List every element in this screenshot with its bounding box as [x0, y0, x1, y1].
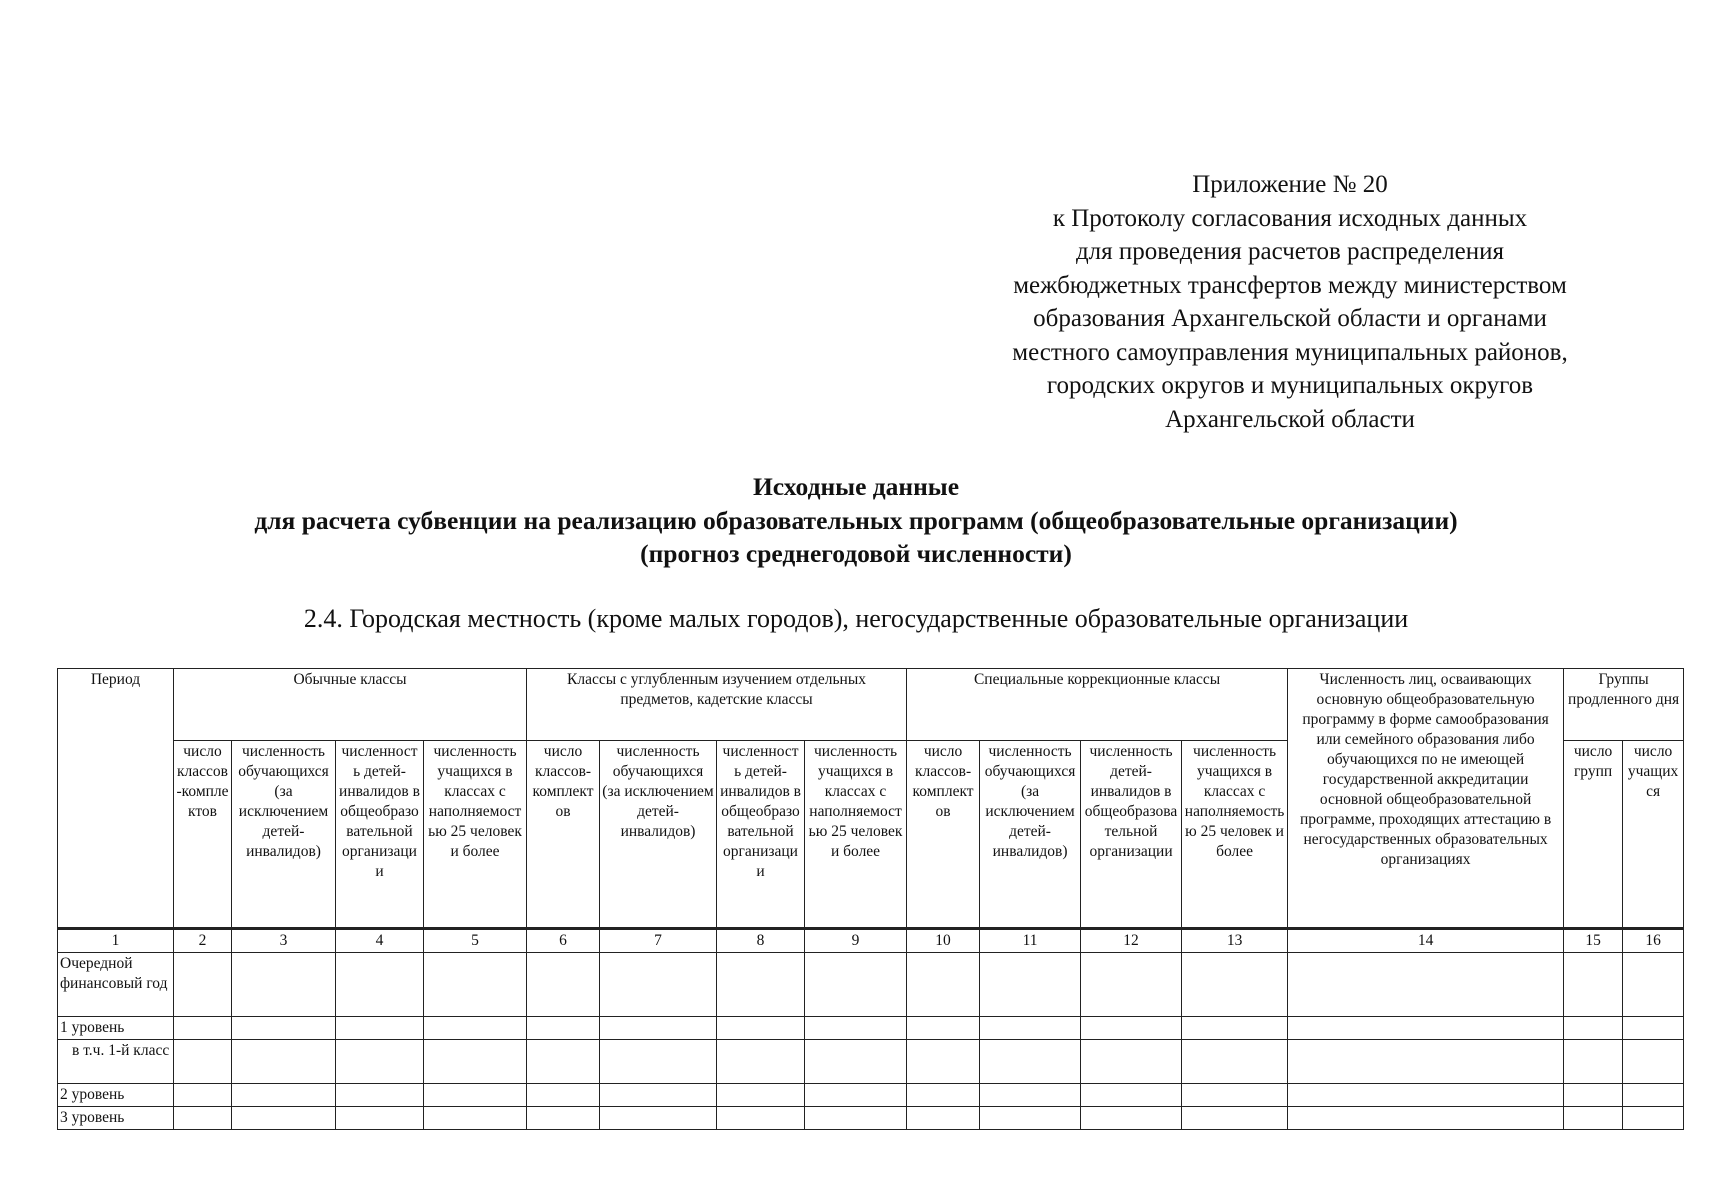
column-number: 14	[1288, 929, 1564, 953]
group-extended-day: Группы продленного дня	[1564, 669, 1684, 741]
data-cell	[980, 1040, 1081, 1084]
data-cell	[1623, 1107, 1684, 1130]
document-title	[0, 470, 1712, 571]
data-cell	[336, 1017, 424, 1040]
title-line-1: Исходные данные	[752, 472, 960, 501]
data-cell	[527, 953, 600, 1017]
data-cell	[980, 1017, 1081, 1040]
group-self-education: Численность лиц, осваивающих основную общеобразовательную программу в форме самообразования или семейного образования либо обучающихся по не имеющей государственной аккредитации основной общеобразовательной программе, проходящих аттестацию в негосударственных образовательных организациях	[1288, 669, 1564, 929]
column-number-row	[58, 929, 1684, 953]
data-cell	[1288, 953, 1564, 1017]
data-cell	[717, 1017, 805, 1040]
data-cell	[1182, 1107, 1288, 1130]
column-number: 16	[1623, 929, 1684, 953]
column-number: 7	[600, 929, 717, 953]
data-cell	[424, 1084, 527, 1107]
row-label: 1 уровень	[58, 1017, 174, 1040]
data-cell	[980, 1084, 1081, 1107]
subheader-cell: число классов-комплектов	[174, 741, 232, 929]
data-cell	[717, 1040, 805, 1084]
data-cell	[1564, 953, 1623, 1017]
data-cell	[527, 1017, 600, 1040]
data-cell	[174, 1017, 232, 1040]
data-cell	[1623, 1040, 1684, 1084]
data-cell	[907, 1107, 980, 1130]
data-cell	[1081, 1040, 1182, 1084]
data-cell	[336, 953, 424, 1017]
header-group-row	[58, 669, 1684, 741]
data-cell	[232, 1084, 336, 1107]
subheader-cell: численность обучающихся (за исключением детей-инвалидов)	[232, 741, 336, 929]
group-ordinary-classes: Обычные классы	[174, 669, 527, 741]
data-cell	[1288, 1017, 1564, 1040]
column-number: 4	[336, 929, 424, 953]
group-correctional-classes: Специальные коррекционные классы	[907, 669, 1288, 741]
column-number: 13	[1182, 929, 1288, 953]
data-cell	[1081, 1017, 1182, 1040]
appendix-line: городских округов и муниципальных округов	[1046, 372, 1534, 399]
subheader-cell: число групп	[1564, 741, 1623, 929]
data-cell	[1081, 1084, 1182, 1107]
data-cell	[527, 1084, 600, 1107]
title-line-2: для расчета субвенции на реализацию образовательных программ (общеобразовательные организации)	[254, 505, 1458, 535]
appendix-line: к Протоколу согласования исходных данных	[1052, 204, 1528, 232]
appendix-line: межбюджетных трансфертов между министерством	[1013, 271, 1567, 299]
data-cell	[424, 1040, 527, 1084]
data-cell	[1288, 1084, 1564, 1107]
data-cell	[1623, 953, 1684, 1017]
section-heading: 2.4. Городская местность (кроме малых городов), негосударственные образовательные организации	[303, 604, 1409, 633]
data-cell	[424, 1017, 527, 1040]
column-number: 5	[424, 929, 527, 953]
row-label: в т.ч. 1-й класс	[58, 1040, 174, 1084]
data-cell	[805, 953, 907, 1017]
data-cell	[600, 1017, 717, 1040]
data-cell	[600, 953, 717, 1017]
data-cell	[907, 1084, 980, 1107]
data-cell	[174, 1107, 232, 1130]
data-cell	[980, 1107, 1081, 1130]
data-cell	[907, 953, 980, 1017]
data-cell	[232, 1107, 336, 1130]
column-number: 1	[58, 929, 174, 953]
appendix-line: Архангельской области	[1165, 405, 1415, 433]
subheader-cell: число учащихся	[1623, 741, 1684, 929]
data-cell	[232, 1040, 336, 1084]
data-table	[57, 668, 1684, 1130]
data-cell	[1182, 1017, 1288, 1040]
data-cell	[1081, 1107, 1182, 1130]
appendix-line: Приложение № 20	[1192, 171, 1388, 198]
data-cell	[1182, 1040, 1288, 1084]
data-cell	[1182, 953, 1288, 1017]
data-cell	[805, 1107, 907, 1130]
period-header: Период	[58, 669, 174, 929]
data-cell	[1081, 953, 1182, 1017]
table-row	[58, 1040, 1684, 1084]
data-cell	[907, 1040, 980, 1084]
data-cell	[174, 1084, 232, 1107]
row-label: Очередной финансовый год	[58, 953, 174, 1017]
data-cell	[232, 953, 336, 1017]
data-cell	[907, 1017, 980, 1040]
data-cell	[805, 1017, 907, 1040]
appendix-block	[940, 168, 1640, 436]
data-cell	[1564, 1040, 1623, 1084]
column-number: 2	[174, 929, 232, 953]
table-row	[58, 1017, 1684, 1040]
data-cell	[232, 1017, 336, 1040]
appendix-line: образования Архангельской области и органами	[1033, 305, 1547, 332]
data-cell	[717, 953, 805, 1017]
column-number: 9	[805, 929, 907, 953]
subheader-cell: численность обучающихся (за исключением детей-инвалидов)	[980, 741, 1081, 929]
data-cell	[1623, 1084, 1684, 1107]
data-cell	[424, 1107, 527, 1130]
data-cell	[600, 1084, 717, 1107]
subheader-cell: численность детей-инвалидов в общеобразовательной организации	[1081, 741, 1182, 929]
table-row	[58, 953, 1684, 1017]
row-label: 2 уровень	[58, 1084, 174, 1107]
data-cell	[717, 1084, 805, 1107]
data-cell	[600, 1107, 717, 1130]
subheader-cell: численность учащихся в классах с наполняемостью 25 человек и более	[1182, 741, 1288, 929]
data-cell	[1623, 1017, 1684, 1040]
column-number: 10	[907, 929, 980, 953]
data-cell	[1564, 1084, 1623, 1107]
data-cell	[424, 953, 527, 1017]
data-cell	[1288, 1107, 1564, 1130]
subheader-cell: численность учащихся в классах с наполняемостью 25 человек и более	[424, 741, 527, 929]
data-cell	[527, 1040, 600, 1084]
row-label: 3 уровень	[58, 1107, 174, 1130]
subheader-cell: численность детей-инвалидов в общеобразовательной организации	[717, 741, 805, 929]
column-number: 15	[1564, 929, 1623, 953]
data-cell	[1288, 1040, 1564, 1084]
data-cell	[336, 1040, 424, 1084]
data-cell	[336, 1107, 424, 1130]
data-cell	[1182, 1084, 1288, 1107]
data-cell	[980, 953, 1081, 1017]
column-number: 6	[527, 929, 600, 953]
appendix-line: местного самоуправления муниципальных районов,	[1012, 338, 1568, 366]
appendix-line: для проведения расчетов распределения	[1075, 238, 1505, 265]
subheader-cell: число классов-комплектов	[527, 741, 600, 929]
data-cell	[717, 1107, 805, 1130]
title-line-3: (прогноз среднегодовой численности)	[640, 539, 1072, 568]
data-cell	[527, 1107, 600, 1130]
data-cell	[600, 1040, 717, 1084]
column-number: 12	[1081, 929, 1182, 953]
column-number: 8	[717, 929, 805, 953]
data-cell	[174, 1040, 232, 1084]
data-cell	[1564, 1107, 1623, 1130]
data-cell	[805, 1040, 907, 1084]
subheader-cell: численность детей-инвалидов в общеобразовательной организации	[336, 741, 424, 929]
subheader-cell: число классов-комплектов	[907, 741, 980, 929]
data-cell	[174, 953, 232, 1017]
group-advanced-classes: Классы с углубленным изучением отдельных предметов, кадетские классы	[527, 669, 907, 741]
data-cell	[336, 1084, 424, 1107]
table-row	[58, 1107, 1684, 1130]
data-cell	[805, 1084, 907, 1107]
data-cell	[1564, 1017, 1623, 1040]
table-row	[58, 1084, 1684, 1107]
subheader-cell: численность обучающихся (за исключением детей-инвалидов)	[600, 741, 717, 929]
subheader-cell: численность учащихся в классах с наполняемостью 25 человек и более	[805, 741, 907, 929]
column-number: 11	[980, 929, 1081, 953]
column-number: 3	[232, 929, 336, 953]
